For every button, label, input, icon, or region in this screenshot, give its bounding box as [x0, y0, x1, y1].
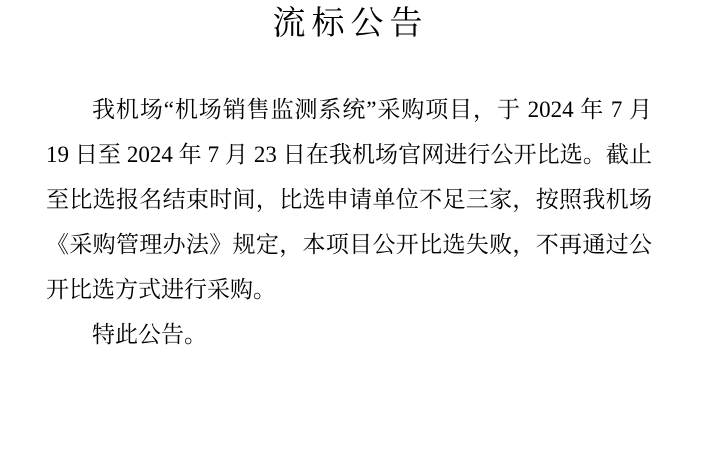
document-title: 流标公告	[272, 6, 429, 42]
announcement-paragraph: 我机场“机场销售监测系统”采购项目，于 2024 年 7 月 19 日至 2024 年 7 月 23 日在我机场官网进行公开比选。截止至比选报名结束时间，比选申请单位不足三家，按照我机场《采购管理办法》规定，本项目公开比选失败，不再通过公开比选方式进行采购。	[46, 97, 652, 302]
document-body	[46, 87, 652, 357]
closing-paragraph: 特此公告。	[92, 322, 207, 347]
